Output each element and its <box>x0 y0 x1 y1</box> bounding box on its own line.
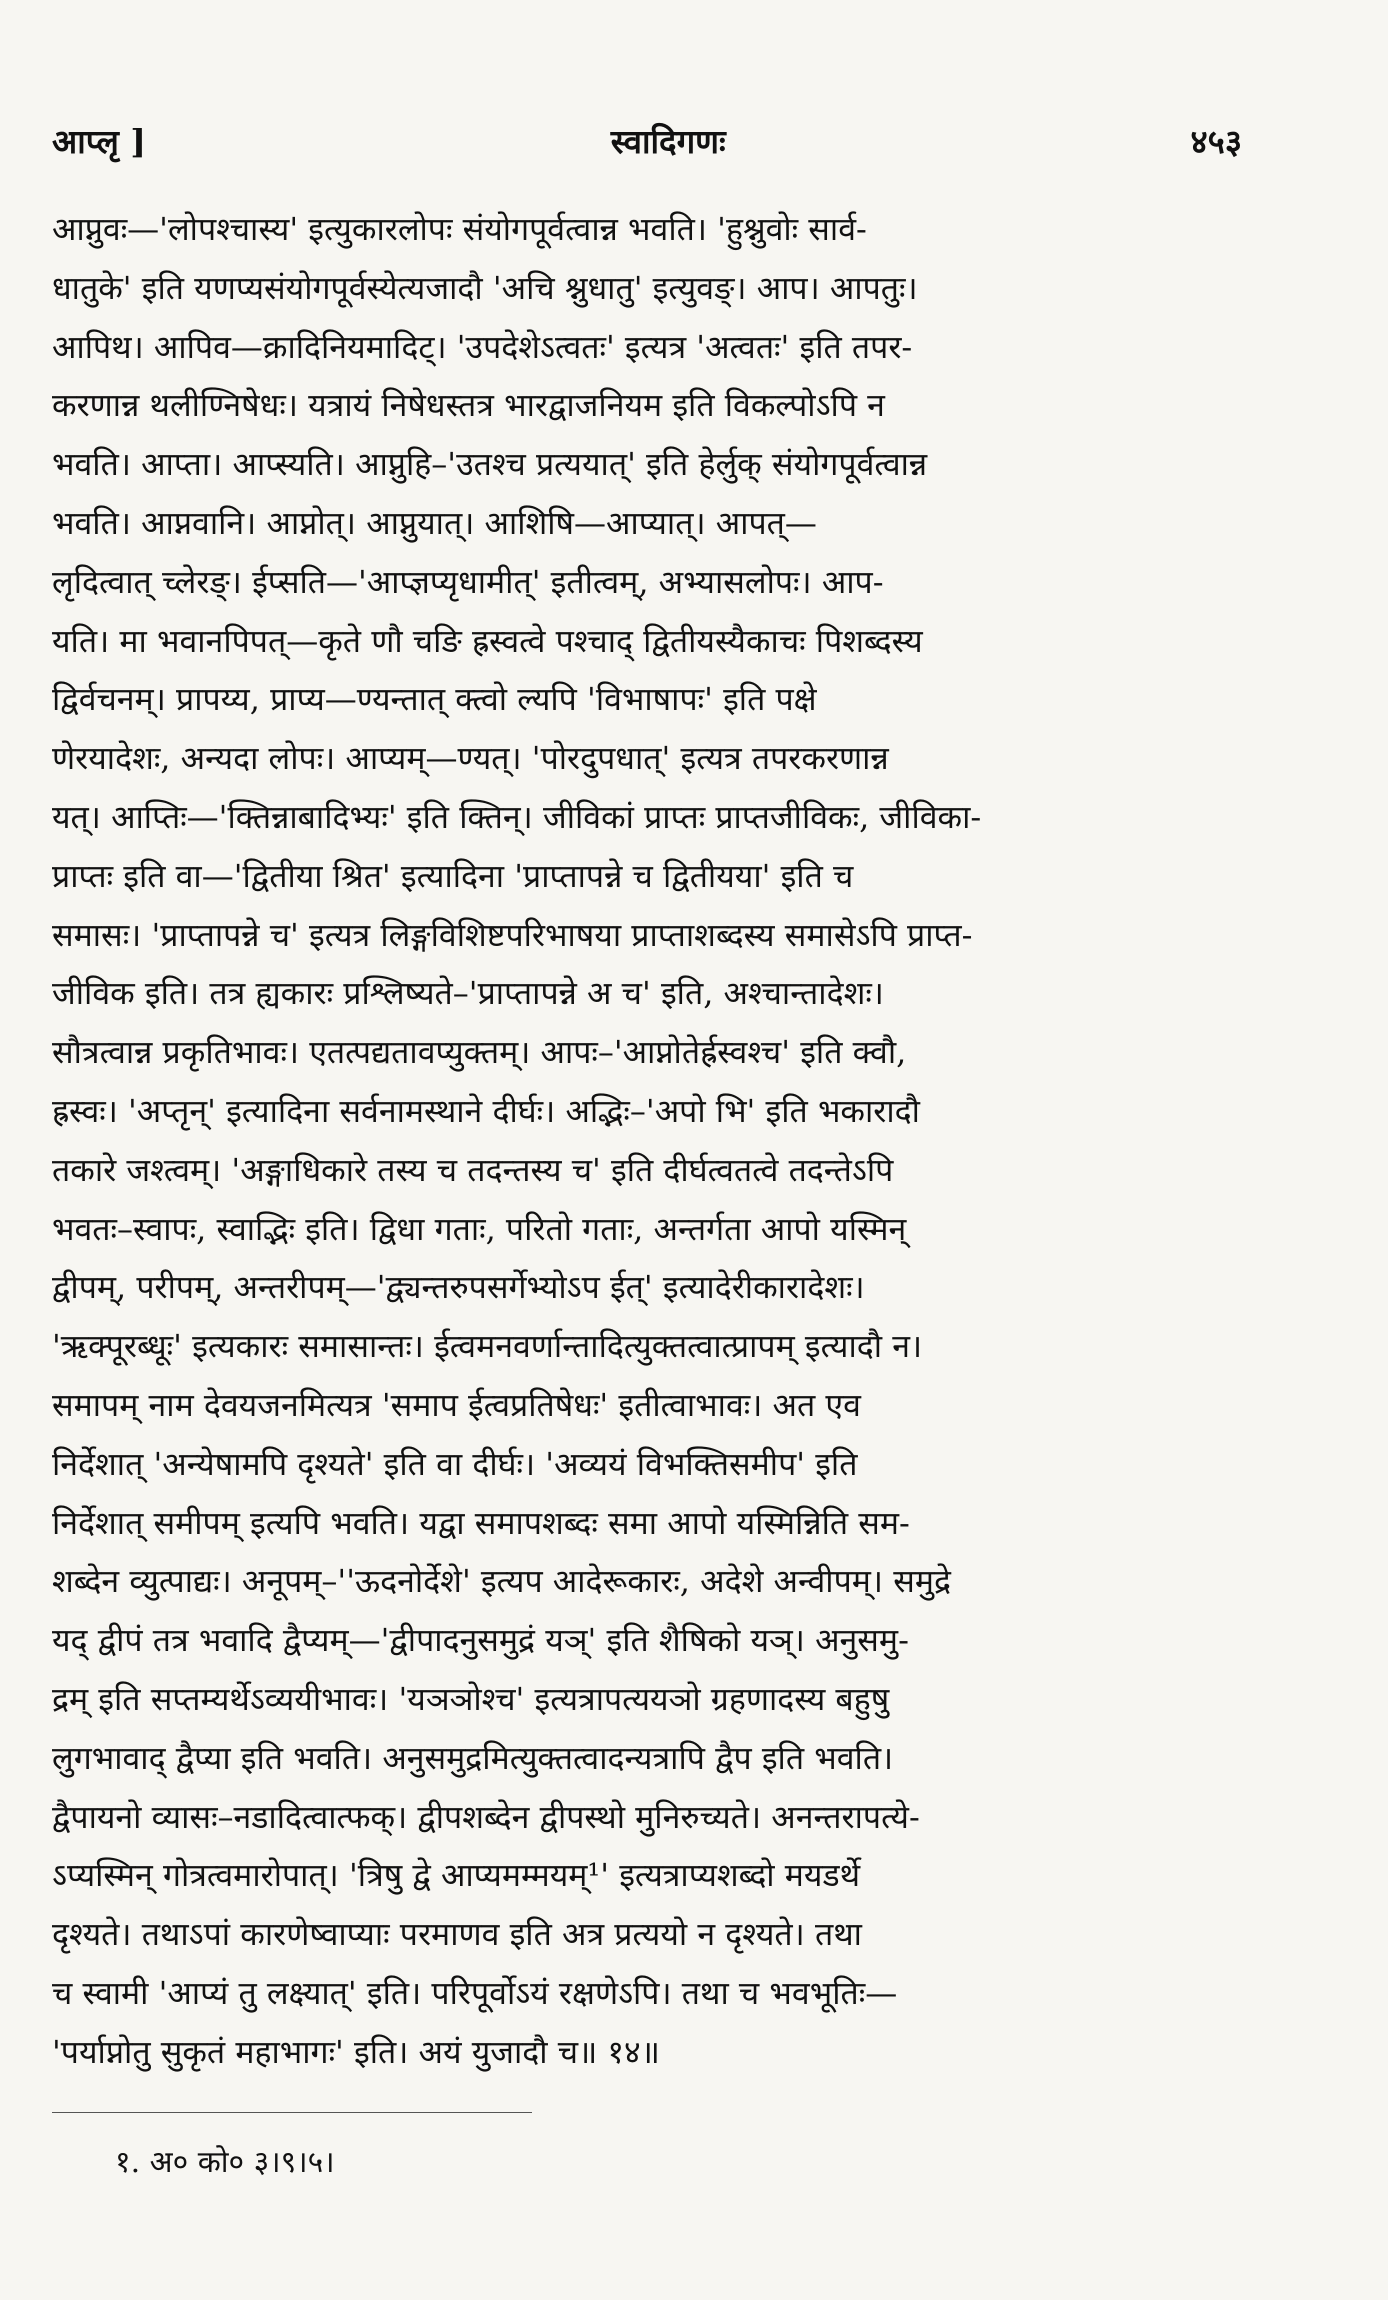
text-line: शब्देन व्युत्पाद्यः। अनूपम्–''ऊदनोर्देशे' इत्यप आदेरूकारः, अदेशे अन्वीपम्। समुद्रे <box>52 1562 951 1601</box>
text-line: लृदित्वात् च्लेरङ्। ईप्सति—'आप्ज्ञप्यृधामीत्' इतीत्वम्, अभ्यासलोपः। आप- <box>52 562 884 601</box>
text-line: दृश्यते। तथाऽपां कारणेष्वाप्याः परमाणव इति अत्र प्रत्ययो न दृश्यते। तथा <box>52 1915 862 1954</box>
footnote-divider <box>52 2112 532 2113</box>
text-line: ह्रस्वः। 'अप्तृन्' इत्यादिना सर्वनामस्थाने दीर्घः। अद्भिः–'अपो भि' इति भकारादौ <box>52 1091 920 1130</box>
text-line: तकारे जश्त्वम्। 'अङ्गाधिकारे तस्य च तदन्तस्य च' इति दीर्घत्वतत्वे तदन्तेऽपि <box>52 1150 894 1189</box>
text-line: द्वैपायनो व्यासः–नडादित्वात्फक्। द्वीपशब्देन द्वीपस्थो मुनिरुच्यते। अनन्तरापत्ये- <box>52 1797 920 1836</box>
text-line: 'ऋक्पूरब्धूः' इत्यकारः समासान्तः। ईत्वमनवर्णान्तादित्युक्तत्वात्प्रापम् इत्यादौ न। <box>52 1327 923 1366</box>
text-line: णेरयादेशः, अन्यदा लोपः। आप्यम्—ण्यत्। 'पोरदुपधात्' इत्यत्र तपरकरणान्न <box>52 739 889 778</box>
text-line: आपिथ। आपिव—क्रादिनियमादिट्। 'उपदेशेऽत्वतः' इत्यत्र 'अत्वतः' इति तपर- <box>52 327 913 366</box>
text-line: निर्देशात् समीपम् इत्यपि भवति। यद्वा समापशब्दः समा आपो यस्मिन्निति सम- <box>52 1503 910 1542</box>
header-left-section: आप्लृ ] <box>52 121 146 161</box>
text-line: धातुके' इति यणप्यसंयोगपूर्वस्येत्यजादौ 'अचि श्नुधातु' इत्युवङ्। आप। आपतुः। <box>52 268 918 307</box>
page-header <box>52 112 1242 168</box>
text-line: प्राप्तः इति वा—'द्वितीया श्रित' इत्यादिना 'प्राप्तापन्ने च द्वितीयया' इति च <box>52 856 854 895</box>
text-line: यति। मा भवानपिपत्—कृते णौ चङि ह्रस्वत्वे पश्चाद् द्वितीयस्यैकाचः पिशब्दस्य <box>52 621 923 660</box>
text-line: भवतः–स्वापः, स्वाद्भिः इति। द्विधा गताः, परितो गताः, अन्तर्गता आपो यस्मिन् <box>52 1209 907 1248</box>
header-title: स्वादिगणः <box>610 121 726 161</box>
text-line: 'पर्याप्नोतु सुकृतं महाभागः' इति। अयं युजादौ च॥ १४॥ <box>52 2032 660 2071</box>
text-line: द्वीपम्, परीपम्, अन्तरीपम्—'द्व्यन्तरुपसर्गेभ्योऽप ईत्' इत्यादेरीकारादेशः। <box>52 1268 865 1307</box>
page-number: ४५३ <box>1190 121 1242 161</box>
text-line: यत्। आप्तिः—'क्तिन्नाबादिभ्यः' इति क्तिन्। जीविकां प्राप्तः प्राप्तजीविकः, जीविका- <box>52 797 982 836</box>
text-line: करणान्न थलीण्निषेधः। यत्रायं निषेधस्तत्र भारद्वाजनियम इति विकल्पोऽपि न <box>52 386 885 425</box>
text-line: यद् द्वीपं तत्र भवादि द्वैप्यम्—'द्वीपादनुसमुद्रं यञ्' इति शैषिको यञ्। अनुसमु- <box>52 1621 909 1660</box>
text-line: आप्नुवः—'लोपश्चास्य' इत्युकारलोपः संयोगपूर्वत्वान्न भवति। 'हुश्नुवोः सार्व- <box>52 210 867 248</box>
text-line: द्रम् इति सप्तम्यर्थेऽव्ययीभावः। 'यञञोश्च' इत्यत्रापत्ययञो ग्रहणादस्य बहुषु <box>52 1679 890 1718</box>
text-line: भवति। आप्नवानि। आप्नोत्। आप्नुयात्। आशिषि—आप्यात्। आपत्— <box>52 503 817 542</box>
footnote: १. अ० को० ३।९।५। <box>115 2145 335 2180</box>
text-line: जीविक इति। तत्र ह्यकारः प्रश्लिष्यते–'प्राप्तापन्ने अ च' इति, अश्चान्तादेशः। <box>52 974 884 1013</box>
text-line: निर्देशात् 'अन्येषामपि दृश्यते' इति वा दीर्घः। 'अव्ययं विभक्तिसमीप' इति <box>52 1444 858 1483</box>
body-text <box>52 200 1242 2082</box>
text-line: ऽप्यस्मिन् गोत्रत्वमारोपात्। 'त्रिषु द्वे आप्यमम्मयम्¹' इत्यत्राप्यशब्दो मयडर्थे <box>52 1856 861 1895</box>
text-line: समापम् नाम देवयजनमित्यत्र 'समाप ईत्वप्रतिषेधः' इतीत्वाभावः। अत एव <box>52 1385 861 1424</box>
text-line: द्विर्वचनम्। प्रापय्य, प्राप्य—ण्यन्तात् क्त्वो ल्यपि 'विभाषापः' इति पक्षे <box>52 680 817 719</box>
text-line: समासः। 'प्राप्तापन्ने च' इत्यत्र लिङ्गविशिष्टपरिभाषया प्राप्ताशब्दस्य समासेऽपि प्राप्त- <box>52 915 973 954</box>
text-line: च स्वामी 'आप्यं तु लक्ष्यात्' इति। परिपूर्वोऽयं रक्षणेऽपि। तथा च भवभूतिः— <box>52 1973 898 2012</box>
text-line: सौत्रत्वान्न प्रकृतिभावः। एतत्पद्यतावप्युक्तम्। आपः–'आप्नोतेर्ह्रस्वश्च' इति क्वौ, <box>52 1033 907 1072</box>
text-line: लुगभावाद् द्वैप्या इति भवति। अनुसमुद्रमित्युक्तत्वादन्यत्रापि द्वैप इति भवति। <box>52 1738 894 1777</box>
text-line: भवति। आप्ता। आप्स्यति। आप्नुहि–'उतश्च प्रत्ययात्' इति हेर्लुक् संयोगपूर्वत्वान्न <box>52 445 928 484</box>
